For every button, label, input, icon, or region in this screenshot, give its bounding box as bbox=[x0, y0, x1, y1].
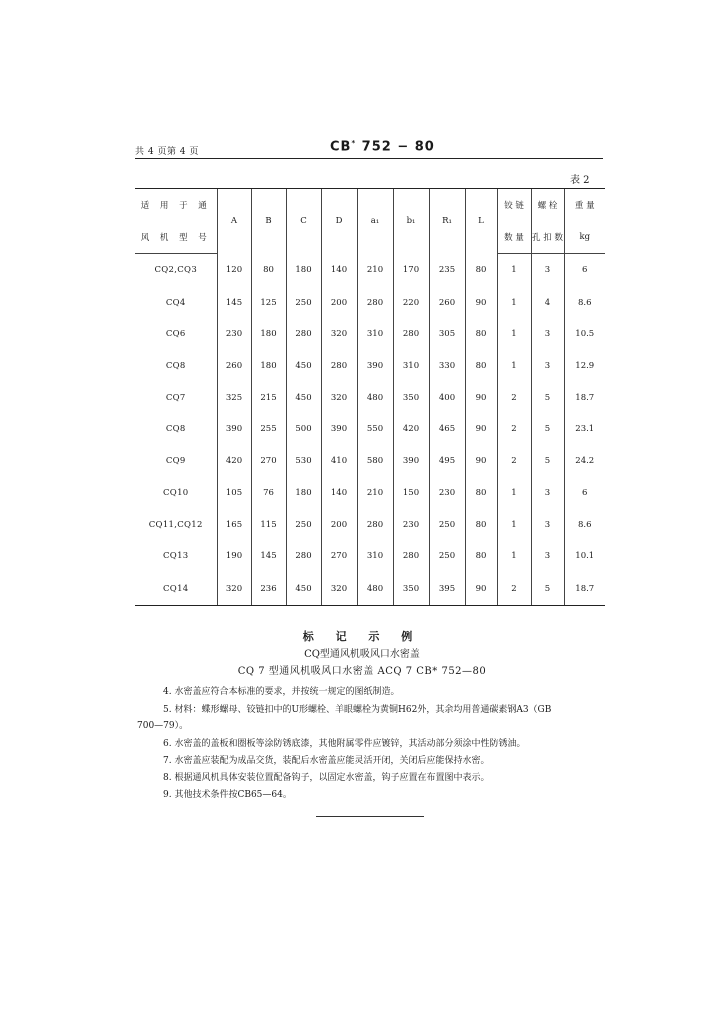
table-row bbox=[135, 350, 605, 382]
cell-l: 80 bbox=[465, 477, 497, 509]
cell-hinge: 1 bbox=[497, 509, 531, 541]
cell-r1: 230 bbox=[429, 477, 465, 509]
cell-a1: 210 bbox=[357, 477, 393, 509]
cell-b: 270 bbox=[251, 445, 286, 477]
cell-d: 140 bbox=[321, 477, 357, 509]
cell-model: CQ11,CQ12 bbox=[148, 519, 203, 530]
cell-r1: 250 bbox=[429, 540, 465, 572]
cell-model: CQ7 bbox=[165, 392, 186, 403]
header-weight-2: kg bbox=[564, 221, 605, 254]
header-rule bbox=[135, 158, 603, 159]
cell-bolt: 3 bbox=[531, 540, 564, 572]
cell-weight: 8.6 bbox=[564, 287, 605, 319]
cell-a: 320 bbox=[217, 572, 251, 605]
table-row bbox=[135, 382, 605, 414]
cell-d: 390 bbox=[321, 414, 357, 446]
cell-hinge: 1 bbox=[497, 319, 531, 351]
cell-bolt: 3 bbox=[531, 254, 564, 287]
cell-r1: 305 bbox=[429, 319, 465, 351]
cell-c: 500 bbox=[286, 414, 321, 446]
cell-weight: 10.5 bbox=[564, 319, 605, 351]
cell-bolt: 5 bbox=[531, 572, 564, 605]
cell-model: CQ8 bbox=[165, 424, 186, 435]
cell-a: 105 bbox=[217, 477, 251, 509]
cell-d: 140 bbox=[321, 254, 357, 287]
cell-model: CQ9 bbox=[165, 456, 186, 467]
cell-l: 90 bbox=[465, 287, 497, 319]
cell-a: 420 bbox=[217, 445, 251, 477]
header-A: A bbox=[217, 189, 251, 254]
cell-b1: 230 bbox=[393, 509, 429, 541]
cell-a1: 550 bbox=[357, 414, 393, 446]
cell-b1: 280 bbox=[393, 319, 429, 351]
header-b1: b₁ bbox=[393, 189, 429, 254]
cell-b1: 280 bbox=[393, 540, 429, 572]
cell-weight: 18.7 bbox=[564, 572, 605, 605]
cell-c: 250 bbox=[286, 509, 321, 541]
cell-a1: 390 bbox=[357, 350, 393, 382]
cell-c: 180 bbox=[286, 254, 321, 287]
cell-c: 180 bbox=[286, 477, 321, 509]
cell-b: 76 bbox=[251, 477, 286, 509]
code-suffix: 752 − 80 bbox=[356, 139, 435, 155]
cell-a: 120 bbox=[217, 254, 251, 287]
cell-weight: 6 bbox=[564, 254, 605, 287]
cell-c: 450 bbox=[286, 382, 321, 414]
cell-weight: 23.1 bbox=[564, 414, 605, 446]
cell-l: 80 bbox=[465, 319, 497, 351]
cell-hinge: 2 bbox=[497, 382, 531, 414]
cell-d: 200 bbox=[321, 287, 357, 319]
cell-weight: 6 bbox=[564, 477, 605, 509]
cell-l: 90 bbox=[465, 572, 497, 605]
cell-d: 270 bbox=[321, 540, 357, 572]
cell-a1: 280 bbox=[357, 509, 393, 541]
table-row bbox=[135, 287, 605, 319]
note-4: 4. 水密盖应符合本标准的要求，并按统一规定的图纸制造。 bbox=[163, 687, 400, 697]
cell-a: 325 bbox=[217, 382, 251, 414]
cell-b: 125 bbox=[251, 287, 286, 319]
note-5-cont: 700—79）。 bbox=[137, 721, 189, 731]
marking-example-2: CQ 7 型通风机吸风口水密盖 ACQ 7 CB* 752—80 bbox=[237, 666, 487, 677]
cell-bolt: 3 bbox=[531, 509, 564, 541]
cell-a: 390 bbox=[217, 414, 251, 446]
cell-d: 320 bbox=[321, 572, 357, 605]
cell-r1: 330 bbox=[429, 350, 465, 382]
cell-hinge: 1 bbox=[497, 254, 531, 287]
cell-b: 180 bbox=[251, 319, 286, 351]
cell-d: 410 bbox=[321, 445, 357, 477]
header-weight-1: 重 量 bbox=[564, 189, 605, 222]
cell-model: CQ8 bbox=[165, 361, 186, 372]
cell-weight: 12.9 bbox=[564, 350, 605, 382]
table-row bbox=[135, 540, 605, 572]
cell-d: 320 bbox=[321, 319, 357, 351]
cell-b: 180 bbox=[251, 350, 286, 382]
table-row bbox=[135, 572, 605, 605]
header-R1: R₁ bbox=[429, 189, 465, 254]
header-bolt-2: 孔 扣 数 bbox=[531, 221, 564, 254]
header-B: B bbox=[251, 189, 286, 254]
cell-l: 80 bbox=[465, 350, 497, 382]
note-7: 7. 水密盖应装配为成品交货，装配后水密盖应能灵活开闭，关闭后应能保持水密。 bbox=[163, 756, 490, 766]
cell-b: 255 bbox=[251, 414, 286, 446]
cell-model: CQ10 bbox=[163, 487, 189, 498]
cell-weight: 10.1 bbox=[564, 540, 605, 572]
table-row bbox=[135, 477, 605, 509]
end-rule bbox=[316, 816, 424, 817]
cell-model: CQ14 bbox=[135, 572, 217, 605]
cell-model: CQ6 bbox=[165, 329, 186, 340]
cell-bolt: 5 bbox=[531, 382, 564, 414]
cell-d: 320 bbox=[321, 382, 357, 414]
dimension-table bbox=[135, 188, 605, 606]
cell-l: 90 bbox=[465, 445, 497, 477]
table-row bbox=[135, 414, 605, 446]
standard-code bbox=[330, 139, 435, 154]
note-5: 5. 材料：蝶形螺母、铰链扣中的U形螺栓、羊眼螺栓为黄铜H62外，其余均用普通碳素钢A3（GB bbox=[163, 705, 552, 715]
cell-b: 215 bbox=[251, 382, 286, 414]
cell-r1: 235 bbox=[429, 254, 465, 287]
cell-a1: 310 bbox=[357, 540, 393, 572]
note-8: 8. 根据通风机具体安装位置配备钩子，以固定水密盖，钩子应置在布置图中表示。 bbox=[163, 773, 490, 783]
cell-c: 250 bbox=[286, 287, 321, 319]
cell-bolt: 5 bbox=[531, 445, 564, 477]
cell-b1: 420 bbox=[393, 414, 429, 446]
header-D: D bbox=[321, 189, 357, 254]
header-bolt-1: 螺 栓 bbox=[531, 189, 564, 222]
cell-c: 450 bbox=[286, 350, 321, 382]
cell-c: 450 bbox=[286, 572, 321, 605]
header-L: L bbox=[465, 189, 497, 254]
cell-bolt: 3 bbox=[531, 350, 564, 382]
page-info: 共 4 页第 4 页 bbox=[135, 147, 199, 157]
cell-hinge: 2 bbox=[497, 572, 531, 605]
cell-a: 190 bbox=[217, 540, 251, 572]
cell-c: 280 bbox=[286, 319, 321, 351]
cell-bolt: 3 bbox=[531, 477, 564, 509]
cell-r1: 495 bbox=[429, 445, 465, 477]
code-prefix: CB bbox=[330, 139, 352, 155]
note-9: 9. 其他技术条件按CB65—64。 bbox=[163, 790, 292, 800]
cell-a1: 310 bbox=[357, 319, 393, 351]
cell-a: 230 bbox=[217, 319, 251, 351]
cell-b1: 170 bbox=[393, 254, 429, 287]
header-hinge-2: 数 量 bbox=[497, 221, 531, 254]
header-model-1: 适 用 于 通 bbox=[135, 189, 217, 222]
marking-example-1: CQ型通风机吸风口水密盖 bbox=[304, 649, 420, 660]
cell-hinge: 2 bbox=[497, 414, 531, 446]
cell-hinge: 1 bbox=[497, 350, 531, 382]
cell-d: 200 bbox=[321, 509, 357, 541]
cell-a: 260 bbox=[217, 350, 251, 382]
table-caption: 表 2 bbox=[570, 175, 590, 186]
cell-b1: 310 bbox=[393, 350, 429, 382]
cell-a: 145 bbox=[217, 287, 251, 319]
cell-r1: 395 bbox=[429, 572, 465, 605]
cell-l: 90 bbox=[465, 414, 497, 446]
cell-b1: 390 bbox=[393, 445, 429, 477]
cell-bolt: 3 bbox=[531, 319, 564, 351]
cell-b: 145 bbox=[251, 540, 286, 572]
cell-a1: 280 bbox=[357, 287, 393, 319]
cell-hinge: 1 bbox=[497, 287, 531, 319]
cell-weight: 8.6 bbox=[564, 509, 605, 541]
cell-model: CQ13 bbox=[163, 551, 189, 562]
cell-l: 80 bbox=[465, 509, 497, 541]
header-model-2: 风 机 型 号 bbox=[135, 221, 217, 254]
cell-hinge: 1 bbox=[497, 477, 531, 509]
cell-b1: 350 bbox=[393, 572, 429, 605]
table-row bbox=[135, 509, 605, 541]
cell-b1: 350 bbox=[393, 382, 429, 414]
cell-a1: 580 bbox=[357, 445, 393, 477]
cell-weight: 18.7 bbox=[564, 382, 605, 414]
cell-r1: 465 bbox=[429, 414, 465, 446]
cell-c: 280 bbox=[286, 540, 321, 572]
cell-r1: 400 bbox=[429, 382, 465, 414]
cell-b1: 220 bbox=[393, 287, 429, 319]
cell-r1: 250 bbox=[429, 509, 465, 541]
cell-model: CQ2,CQ3 bbox=[154, 265, 198, 276]
cell-l: 80 bbox=[465, 254, 497, 287]
cell-weight: 24.2 bbox=[564, 445, 605, 477]
cell-model: CQ4 bbox=[165, 297, 186, 308]
cell-r1: 260 bbox=[429, 287, 465, 319]
cell-hinge: 1 bbox=[497, 540, 531, 572]
header-a1: a₁ bbox=[357, 189, 393, 254]
cell-a1: 480 bbox=[357, 572, 393, 605]
table-row bbox=[135, 445, 605, 477]
header-C: C bbox=[286, 189, 321, 254]
table-row bbox=[135, 319, 605, 351]
note-6: 6. 水密盖的盖板和圈板等涂防锈底漆，其他附属零件应镀锌，其活动部分须涂中性防锈油。 bbox=[163, 739, 526, 749]
cell-b1: 150 bbox=[393, 477, 429, 509]
header-hinge-1: 铰 链 bbox=[497, 189, 531, 222]
code-star: * bbox=[351, 139, 357, 147]
cell-b: 80 bbox=[251, 254, 286, 287]
cell-hinge: 2 bbox=[497, 445, 531, 477]
cell-a: 165 bbox=[217, 509, 251, 541]
cell-bolt: 5 bbox=[531, 414, 564, 446]
marking-title: 标 记 示 例 bbox=[302, 630, 422, 643]
table-row bbox=[135, 254, 605, 287]
cell-bolt: 4 bbox=[531, 287, 564, 319]
cell-b: 236 bbox=[251, 572, 286, 605]
cell-l: 90 bbox=[465, 382, 497, 414]
cell-a1: 210 bbox=[357, 254, 393, 287]
cell-c: 530 bbox=[286, 445, 321, 477]
cell-d: 280 bbox=[321, 350, 357, 382]
cell-b: 115 bbox=[251, 509, 286, 541]
cell-a1: 480 bbox=[357, 382, 393, 414]
cell-l: 80 bbox=[465, 540, 497, 572]
